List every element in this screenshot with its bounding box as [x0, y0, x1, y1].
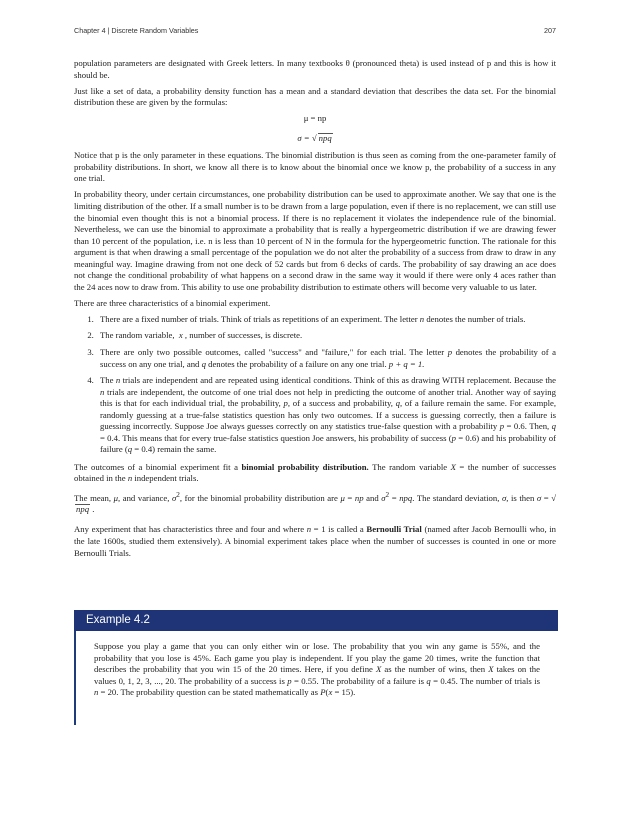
mean-formula: μ = np: [303, 113, 327, 124]
paragraph: Notice that p is the only parameter in these equations. The binomial distribution is thus seen as coming from the one-parameter family of probability distributions. In short, we know all there is to know about the binomial once we know p, the probability of a success in any one trial.: [74, 150, 556, 184]
chapter-title: Chapter 4 | Discrete Random Variables: [74, 26, 199, 35]
characteristics-list: [74, 314, 556, 456]
sd-formula-lhs: σ =: [297, 132, 310, 143]
example-box: [74, 610, 558, 725]
list-item: 1. There are a fixed number of trials. Think of trials as repetitions of an experiment. The letter n denotes the number of trials.: [96, 314, 556, 326]
page-number: 207: [544, 26, 556, 35]
example-body: Suppose you play a game that you can only either win or lose. The probability that you win any game is 55%, and the probability that you lose is 45%. Each game you play is independent. If you play the game 20 times, write the function that describes the probability that you win 15 of the 20 times. Here, if you define X as the number of wins, then X takes on the values 0, 1, 2, 3, ..., 20. The probability of a success is p = 0.55. The probability of a failure is q = 0.45. The number of trials is n = 20. The probability question can be stated mathematically as P(x = 15).: [94, 641, 540, 697]
list-item: 2. The random variable, x , number of successes, is discrete.: [96, 330, 556, 342]
formula-block: [74, 113, 556, 144]
radicand: npq: [318, 132, 332, 143]
paragraph: Just like a set of data, a probability density function has a mean and a standard deviation that describes the data set. For the binomial distribution these are given by the formulas:: [74, 85, 556, 108]
page-header: [74, 26, 556, 40]
list-item: 3. There are only two possible outcomes, called "success" and "failure," for each trial. The letter p denotes the probability of a success on any one trial, and q denotes the probability of a failure on any one trial. p + q = 1.: [96, 347, 556, 370]
page-content: [74, 58, 556, 564]
radical-sign: √: [311, 132, 317, 143]
list-item: 4. The n trials are independent and are repeated using identical conditions. Think of this as drawing WITH replacement. Because the n trials are independent, the outcome of one trial does not help in predicting the outcome of another trial. Another way of saying this is that for each individual trial, the probability, p, of a success and probability, q, of a failure remain the same. For example, randomly guessing at a true-false statistics question has only two outcomes. If a success is guessing correctly, then a failure is guessing incorrectly. Suppose Joe always guesses correctly on any statistics true-false question with a probability p = 0.6. Then, q = 0.4. This means that for every true-false statistics question Joe answers, his probability of success (p = 0.6) and his probability of failure (q = 0.4) remain the same.: [96, 375, 556, 456]
paragraph: population parameters are designated with Greek letters. In many textbooks θ (pronounced theta) is used instead of p and this is how it should be.: [74, 58, 556, 80]
paragraph: The outcomes of a binomial experiment fit a binomial probability distribution. The random variable X = the number of successes obtained in the n independent trials.: [74, 461, 556, 484]
sd-formula: [74, 133, 556, 145]
paragraph: There are three characteristics of a binomial experiment.: [74, 297, 271, 308]
example-title: Example 4.2: [74, 610, 558, 631]
paragraph: In probability theory, under certain circumstances, one probability distribution can be used to approximate another. We say that one is the limiting distribution of the other. If a small number is to be drawn from a large population, even if there is no replacement, we can still use the binomial even thought this is not a binomial process. If there is no replacement it violates the independence rule of the binomial. Nevertheless, we can use the binomial to approximate a probability that is really a hypergeometric distribution if we are drawing fewer than 10 percent of the population, i.e. n is less than 10 percent of N in the formula for the hypergeometric function. The rationale for this argument is that when drawing a small percentage of the population we do not alter the probability of a success from draw to draw in any meaningful way. Imagine drawing from not one deck of 52 cards but from 6 decks of cards. The probability of say drawing an ace does not change the conditional probability of what happens on a second draw in the same way it would if there were only 4 aces rather than the 24 aces now to draw from. This ability to use one probability distribution to estimate others will become very valuable to us later.: [74, 189, 556, 292]
paragraph: Any experiment that has characteristics three and four and where n = 1 is called a Bernoulli Trial (named after Jacob Bernoulli who, in the late 1600s, studied them extensively). A binomial experiment takes place when the number of successes is counted in one or more Bernoulli Trials.: [74, 524, 557, 558]
paragraph: The mean, μ, and variance, $\sigma^2$, for the binomial probability distribution are μ = np and $\sigma^2$ = npq. The standard deviation, σ, is then σ = √npq .: [74, 490, 556, 514]
